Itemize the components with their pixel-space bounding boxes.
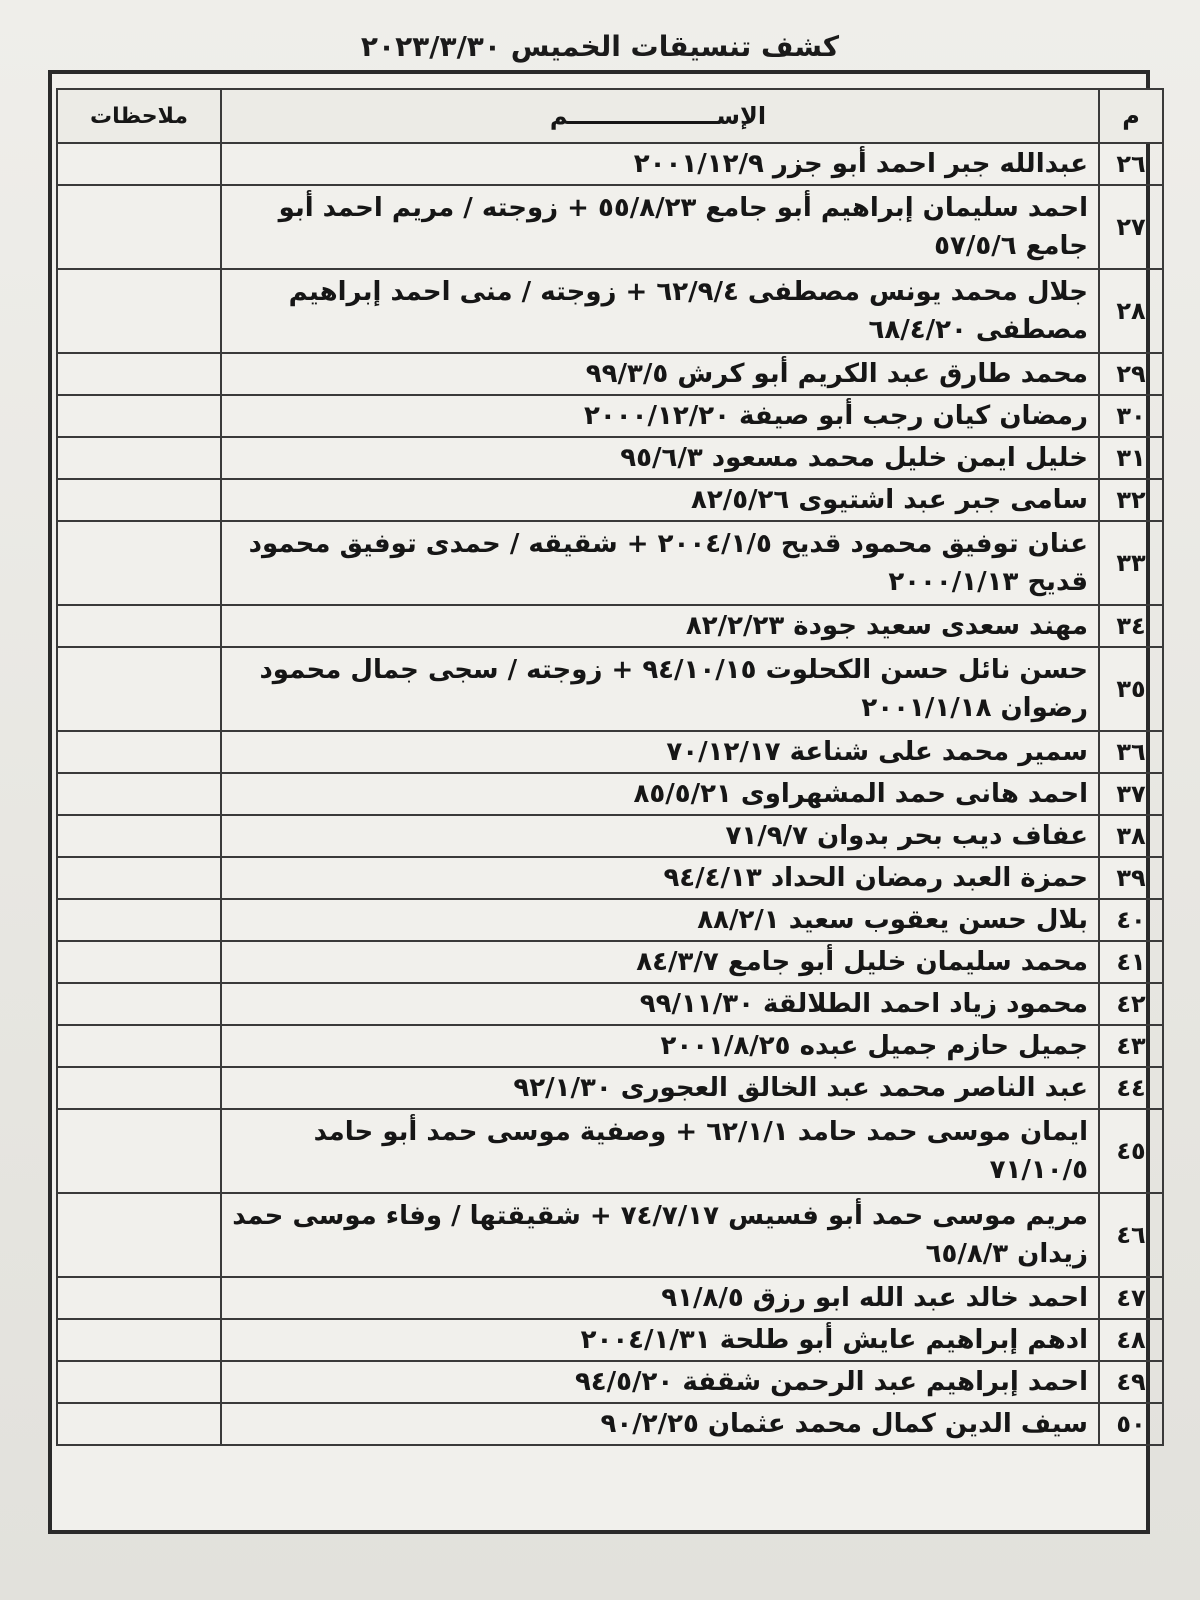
row-notes <box>57 731 221 773</box>
table-row <box>57 185 1163 269</box>
table-row <box>57 1361 1163 1403</box>
row-number: ٤٢ <box>1099 983 1163 1025</box>
row-notes <box>57 605 221 647</box>
row-name: احمد إبراهيم عبد الرحمن شقفة ٩٤/٥/٢٠ <box>221 1361 1099 1403</box>
row-name: عفاف ديب بحر بدوان ٧١/٩/٧ <box>221 815 1099 857</box>
row-name: عنان توفيق محمود قديح ٢٠٠٤/١/٥ + شقيقه / حمدى توفيق محمود قديح ٢٠٠٠/١/١٣ <box>221 521 1099 605</box>
row-number: ٢٩ <box>1099 353 1163 395</box>
table-row <box>57 647 1163 731</box>
row-name: احمد سليمان إبراهيم أبو جامع ٥٥/٨/٢٣ + زوجته / مريم احمد أبو جامع ٥٧/٥/٦ <box>221 185 1099 269</box>
row-notes <box>57 1109 221 1193</box>
row-number: ٣٢ <box>1099 479 1163 521</box>
row-notes <box>57 1025 221 1067</box>
row-name: عبدالله جبر احمد أبو جزر ٢٠٠١/١٢/٩ <box>221 143 1099 185</box>
row-name: سيف الدين كمال محمد عثمان ٩٠/٢/٢٥ <box>221 1403 1099 1445</box>
row-number: ٢٧ <box>1099 185 1163 269</box>
row-name: احمد هانى حمد المشهراوى ٨٥/٥/٢١ <box>221 773 1099 815</box>
table-row <box>57 479 1163 521</box>
row-notes <box>57 983 221 1025</box>
names-table <box>56 88 1164 1446</box>
row-name: جلال محمد يونس مصطفى ٦٢/٩/٤ + زوجته / منى احمد إبراهيم مصطفى ٦٨/٤/٢٠ <box>221 269 1099 353</box>
table-row <box>57 1277 1163 1319</box>
row-notes <box>57 269 221 353</box>
table-row <box>57 143 1163 185</box>
row-notes <box>57 185 221 269</box>
row-number: ٤٨ <box>1099 1319 1163 1361</box>
row-name: حمزة العبد رمضان الحداد ٩٤/٤/١٣ <box>221 857 1099 899</box>
table-row <box>57 1067 1163 1109</box>
row-name: حسن نائل حسن الكحلوت ٩٤/١٠/١٥ + زوجته / سجى جمال محمود رضوان ٢٠٠١/١/١٨ <box>221 647 1099 731</box>
table-header-row <box>57 89 1163 143</box>
row-notes <box>57 773 221 815</box>
table-row <box>57 605 1163 647</box>
row-notes <box>57 521 221 605</box>
table-body <box>57 143 1163 1445</box>
table-row <box>57 1109 1163 1193</box>
row-number: ٥٠ <box>1099 1403 1163 1445</box>
row-number: ٣٩ <box>1099 857 1163 899</box>
row-name: ايمان موسى حمد حامد ٦٢/١/١ + وصفية موسى حمد أبو حامد ٧١/١٠/٥ <box>221 1109 1099 1193</box>
row-notes <box>57 437 221 479</box>
row-name: محمود زياد احمد الطلالقة ٩٩/١١/٣٠ <box>221 983 1099 1025</box>
row-name: مريم موسى حمد أبو فسيس ٧٤/٧/١٧ + شقيقتها / وفاء موسى حمد زيدان ٦٥/٨/٣ <box>221 1193 1099 1277</box>
row-name: محمد سليمان خليل أبو جامع ٨٤/٣/٧ <box>221 941 1099 983</box>
row-number: ٣٤ <box>1099 605 1163 647</box>
table-row <box>57 1193 1163 1277</box>
table-row <box>57 437 1163 479</box>
row-notes <box>57 143 221 185</box>
row-number: ٣١ <box>1099 437 1163 479</box>
row-number: ٣٣ <box>1099 521 1163 605</box>
row-number: ٣٧ <box>1099 773 1163 815</box>
row-number: ٣٨ <box>1099 815 1163 857</box>
row-notes <box>57 1277 221 1319</box>
row-notes <box>57 353 221 395</box>
row-name: عبد الناصر محمد عبد الخالق العجورى ٩٢/١/٣٠ <box>221 1067 1099 1109</box>
header-name: الإســــــــــــــــــم <box>221 89 1099 143</box>
row-name: محمد طارق عبد الكريم أبو كرش ٩٩/٣/٥ <box>221 353 1099 395</box>
row-notes <box>57 815 221 857</box>
table-row <box>57 1319 1163 1361</box>
row-number: ٤٥ <box>1099 1109 1163 1193</box>
row-name: ادهم إبراهيم عايش أبو طلحة ٢٠٠٤/١/٣١ <box>221 1319 1099 1361</box>
table-row <box>57 1025 1163 1067</box>
row-notes <box>57 479 221 521</box>
row-number: ٣٥ <box>1099 647 1163 731</box>
table-row <box>57 269 1163 353</box>
row-name: جميل حازم جميل عبده ٢٠٠١/٨/٢٥ <box>221 1025 1099 1067</box>
row-notes <box>57 647 221 731</box>
table-row <box>57 773 1163 815</box>
row-notes <box>57 857 221 899</box>
table-row <box>57 1403 1163 1445</box>
row-number: ٤٧ <box>1099 1277 1163 1319</box>
row-notes <box>57 899 221 941</box>
header-number: م <box>1099 89 1163 143</box>
row-name: احمد خالد عبد الله ابو رزق ٩١/٨/٥ <box>221 1277 1099 1319</box>
table-row <box>57 983 1163 1025</box>
row-notes <box>57 1193 221 1277</box>
row-number: ٢٨ <box>1099 269 1163 353</box>
row-number: ٣٦ <box>1099 731 1163 773</box>
table-row <box>57 941 1163 983</box>
row-number: ٤٦ <box>1099 1193 1163 1277</box>
row-number: ٤٤ <box>1099 1067 1163 1109</box>
row-name: بلال حسن يعقوب سعيد ٨٨/٢/١ <box>221 899 1099 941</box>
table-row <box>57 731 1163 773</box>
page-title: كشف تنسيقات الخميس ٢٠٢٣/٣/٣٠ <box>360 30 840 63</box>
header-notes: ملاحظات <box>57 89 221 143</box>
row-notes <box>57 941 221 983</box>
row-name: مهند سعدى سعيد جودة ٨٢/٢/٢٣ <box>221 605 1099 647</box>
row-number: ٣٠ <box>1099 395 1163 437</box>
table-frame <box>48 70 1150 1534</box>
row-number: ٤٣ <box>1099 1025 1163 1067</box>
row-number: ٢٦ <box>1099 143 1163 185</box>
table-row <box>57 353 1163 395</box>
row-number: ٤٩ <box>1099 1361 1163 1403</box>
row-notes <box>57 1067 221 1109</box>
row-name: سامى جبر عبد اشتيوى ٨٢/٥/٢٦ <box>221 479 1099 521</box>
row-notes <box>57 1319 221 1361</box>
row-notes <box>57 1361 221 1403</box>
row-name: سمير محمد على شناعة ٧٠/١٢/١٧ <box>221 731 1099 773</box>
row-notes <box>57 1403 221 1445</box>
table-row <box>57 899 1163 941</box>
table-row <box>57 815 1163 857</box>
row-notes <box>57 395 221 437</box>
table-row <box>57 857 1163 899</box>
row-name: رمضان كيان رجب أبو صيفة ٢٠٠٠/١٢/٢٠ <box>221 395 1099 437</box>
row-number: ٤٠ <box>1099 899 1163 941</box>
table-row <box>57 395 1163 437</box>
row-name: خليل ايمن خليل محمد مسعود ٩٥/٦/٣ <box>221 437 1099 479</box>
row-number: ٤١ <box>1099 941 1163 983</box>
table-row <box>57 521 1163 605</box>
